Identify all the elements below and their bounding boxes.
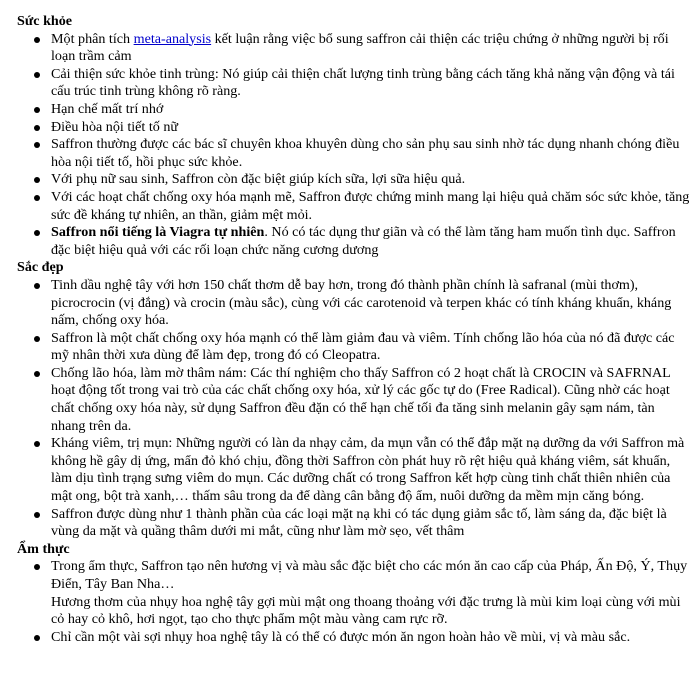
list-item: Với phụ nữ sau sinh, Saffron còn đặc biệt giúp kích sữa, lợi sữa hiệu quả. [32, 171, 690, 189]
list-item: Hạn chế mất trí nhớ [32, 101, 690, 119]
meta-analysis-link[interactable]: meta-analysis [133, 30, 212, 47]
list-item-continuation: Hương thơm của nhụy hoa nghệ tây gợi mùi mật ong thoang thoảng với đặc trưng là mùi kim loại cùng với mùi cỏ hay cỏ khô, hơi ngọt, tạo cho thực phẩm một màu vàng cam rực rỡ. [51, 593, 681, 628]
health-list [17, 31, 690, 260]
list-item: Điều hòa nội tiết tố nữ [32, 119, 690, 137]
viagra-bold-text: Saffron nổi tiếng là Viagra tự nhiên [51, 224, 265, 241]
list-item: Kháng viêm, trị mụn: Những người có làn da nhạy cảm, da mụn vẫn có thể đắp mặt nạ dưỡng da với Saffron mà không hề gây dị ứng, mẩn đỏ khó chịu, đồng thời Saffron còn phát huy rõ rệt hiệu quả kháng viêm, sát khuẩn, làm dịu tình trạng sưng viêm do mụn. Các dưỡng chất có trong Saffron kết hợp cùng tinh chất thiên nhiên của mật ong, bột trà xanh,… thấm sâu trong da để dàng cân bằng độ ẩm, nuôi dưỡng da mềm mịn căng bóng. [32, 435, 690, 505]
section-title-cuisine: Ẩm thực [17, 540, 70, 557]
list-item: Chỉ cần một vài sợi nhụy hoa nghệ tây là có thể có được món ăn ngon hoàn hảo về mùi, vị và màu sắc. [32, 629, 690, 647]
section-title-health: Sức khỏe [17, 13, 73, 29]
list-item: Cải thiện sức khỏe tinh trùng: Nó giúp cải thiện chất lượng tinh trùng bằng cách tăng khả năng vận động và tái cấu trúc tinh trùng không rõ ràng. [32, 66, 690, 101]
cuisine-list [17, 558, 690, 646]
list-item: Chống lão hóa, làm mờ thâm nám: Các thí nghiệm cho thấy Saffron có 2 hoạt chất là CROCIN và SAFRNAL hoạt động tốt trong vai trò của các chất chống oxy hóa, xử lý các gốc tự do (Free Radical). Cũng nhờ các hoạt chất chống oxy hóa này, sử dụng Saffron đều đặn có thể hạn chế tối đa tăng sinh melanin gây sạm nám, tàn nhang trên da. [32, 365, 690, 435]
list-item: Trong ẩm thực, Saffron tạo nên hương vị và màu sắc đặc biệt cho các món ăn cao cấp của Pháp, Ấn Độ, Ý, Thụy Điển, Tây Ban Nha… [32, 558, 690, 593]
list-item: Saffron nổi tiếng là Viagra tự nhiên. Nó có tác dụng thư giãn và có thể làm tăng ham muốn tình dục. Saffron đặc biệt hiệu quả với các rối loạn chức năng cương dương [32, 224, 690, 259]
list-item: Saffron được dùng như 1 thành phần của các loại mặt nạ khi có tác dụng giảm sắc tố, làm sáng da, đặc biệt là vùng da mặt và quầng thâm dưới mi mắt, cũng như làm mờ sẹo, vết thâm [32, 506, 690, 541]
list-item: Một phân tích meta-analysis kết luận rằng việc bổ sung saffron cải thiện các triệu chứng ở những người bị rối loạn trầm cảm [32, 31, 690, 66]
list-item: Tinh dầu nghệ tây với hơn 150 chất thơm dễ bay hơn, trong đó thành phần chính là safranal (mùi thơm), picrocrocin (vị đắng) và crocin (màu sắc), cùng với các carotenoid và terpen khác có tính kháng khuẩn, kháng nấm, chống oxy hóa. [32, 277, 690, 330]
list-item: Saffron là một chất chống oxy hóa mạnh có thể làm giảm đau và viêm. Tính chống lão hóa của nó đã được các mỹ nhân thời xưa dùng để làm đẹp, trong đó có Cleopatra. [32, 330, 690, 365]
list-item: Với các hoạt chất chống oxy hóa mạnh mẽ, Saffron được chứng minh mang lại hiệu quả chăm sóc sức khỏe, tăng sức đề kháng tự nhiên, an thần, giảm mệt mỏi. [32, 189, 690, 224]
beauty-list [17, 277, 690, 541]
list-item: Saffron thường được các bác sĩ chuyên khoa khuyên dùng cho sản phụ sau sinh nhờ tác dụng nhanh chóng điều hòa nội tiết tố, hồi phục sức khỏe. [32, 136, 690, 171]
section-title-beauty: Sắc đẹp [17, 259, 64, 276]
